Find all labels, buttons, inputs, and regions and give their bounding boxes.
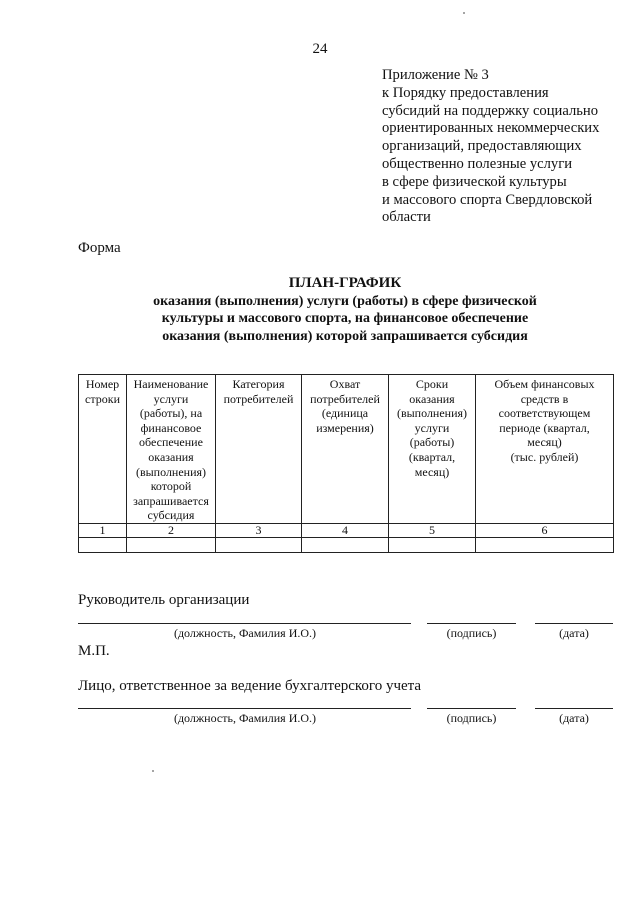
table-cell (302, 537, 389, 552)
stamp-label: М.П. (78, 643, 110, 659)
position-line (78, 708, 411, 709)
appendix-line: субсидий на поддержку социально (382, 102, 598, 119)
date-caption: (дата) (559, 711, 589, 725)
header-text: (работы), на (139, 406, 203, 421)
date-line (535, 623, 613, 624)
header-text: Наименование (133, 377, 209, 391)
header-text: потребителей (310, 391, 380, 406)
appendix-line: в сфере физической культуры (382, 173, 567, 190)
header-text: обеспечение (139, 435, 203, 450)
header-text: (единица (321, 406, 369, 421)
header-text: Охват (329, 377, 361, 391)
column-number: 2 (127, 523, 216, 537)
header-service-name (127, 375, 216, 524)
header-text: финансовое (140, 420, 202, 435)
header-consumer-category (216, 375, 302, 524)
table-cell (79, 537, 127, 552)
appendix-line: организаций, предоставляющих (382, 138, 582, 155)
appendix-line: ориентированных некоммерческих (382, 120, 600, 137)
header-text: субсидия (147, 508, 195, 523)
header-text: (выполнения) (135, 464, 207, 479)
position-caption: (должность, Фамилия И.О.) (173, 626, 317, 640)
appendix-line: общественно полезные услуги (382, 155, 573, 172)
header-text: средств в (520, 391, 569, 406)
title-main: ПЛАН-ГРАФИК (288, 275, 402, 291)
header-text: оказания (409, 391, 455, 406)
header-text: соответствующем (498, 406, 591, 421)
header-text: измерения) (316, 420, 374, 435)
header-financing-volume (476, 375, 614, 524)
scan-speck (463, 12, 465, 14)
title-line: культуры и массового спорта, на финансовое обеспечение (161, 311, 529, 327)
appendix-note (382, 67, 599, 227)
table-cell (476, 537, 614, 552)
signature-line (427, 708, 516, 709)
table-cell (389, 537, 476, 552)
page-number: 24 (312, 41, 328, 57)
title-line: оказания (выполнения) которой запрашивается субсидия (162, 328, 528, 344)
column-number: 1 (79, 523, 127, 537)
plan-schedule-table (78, 374, 614, 553)
header-coverage (302, 375, 389, 524)
header-row-number (79, 375, 127, 524)
title-line: оказания (выполнения) услуги (работы) в сфере физической (153, 293, 537, 309)
header-text: Номер (85, 377, 120, 391)
document-title (90, 275, 600, 345)
header-text: месяц) (527, 435, 562, 450)
header-text: (тыс. рублей) (510, 449, 579, 464)
table-empty-row (79, 537, 614, 552)
signature-caption: (подпись) (446, 626, 497, 640)
header-text: месяц) (414, 464, 450, 479)
header-text: периоде (квартал, (499, 420, 590, 435)
accountant-label: Лицо, ответственное за ведение бухгалтерского учета (78, 678, 422, 694)
header-text: запрашивается (133, 493, 209, 508)
header-text: Сроки (415, 377, 449, 391)
appendix-line: области (382, 209, 431, 226)
header-text: Объем финансовых (494, 377, 595, 391)
header-text: Категория (232, 377, 285, 391)
header-text: потребителей (223, 391, 294, 406)
appendix-line: Приложение № 3 (382, 67, 489, 83)
position-caption: (должность, Фамилия И.О.) (173, 711, 317, 725)
header-text: услуги (153, 391, 189, 406)
date-line (535, 708, 613, 709)
header-text: (выполнения) (396, 406, 468, 421)
form-label: Форма (78, 240, 121, 256)
header-text: (квартал, (408, 449, 456, 464)
signature-caption: (подпись) (446, 711, 497, 725)
position-line (78, 623, 411, 624)
column-number: 4 (302, 523, 389, 537)
scan-speck (152, 770, 154, 772)
header-text: строки (85, 391, 120, 406)
column-number: 6 (476, 523, 614, 537)
header-text: которой (150, 479, 192, 494)
header-text: оказания (148, 449, 194, 464)
table-cell (127, 537, 216, 552)
header-text: услуги (414, 420, 450, 435)
head-of-organization-label: Руководитель организации (78, 592, 250, 608)
table-number-row (79, 523, 614, 537)
date-caption: (дата) (559, 626, 589, 640)
header-terms (389, 375, 476, 524)
signature-line (427, 623, 516, 624)
column-number: 3 (216, 523, 302, 537)
column-number: 5 (389, 523, 476, 537)
table-header-row (79, 375, 614, 524)
appendix-line: и массового спорта Свердловской (382, 191, 593, 208)
appendix-line: к Порядку предоставления (382, 84, 549, 101)
table-cell (216, 537, 302, 552)
header-text: (работы) (409, 435, 455, 450)
